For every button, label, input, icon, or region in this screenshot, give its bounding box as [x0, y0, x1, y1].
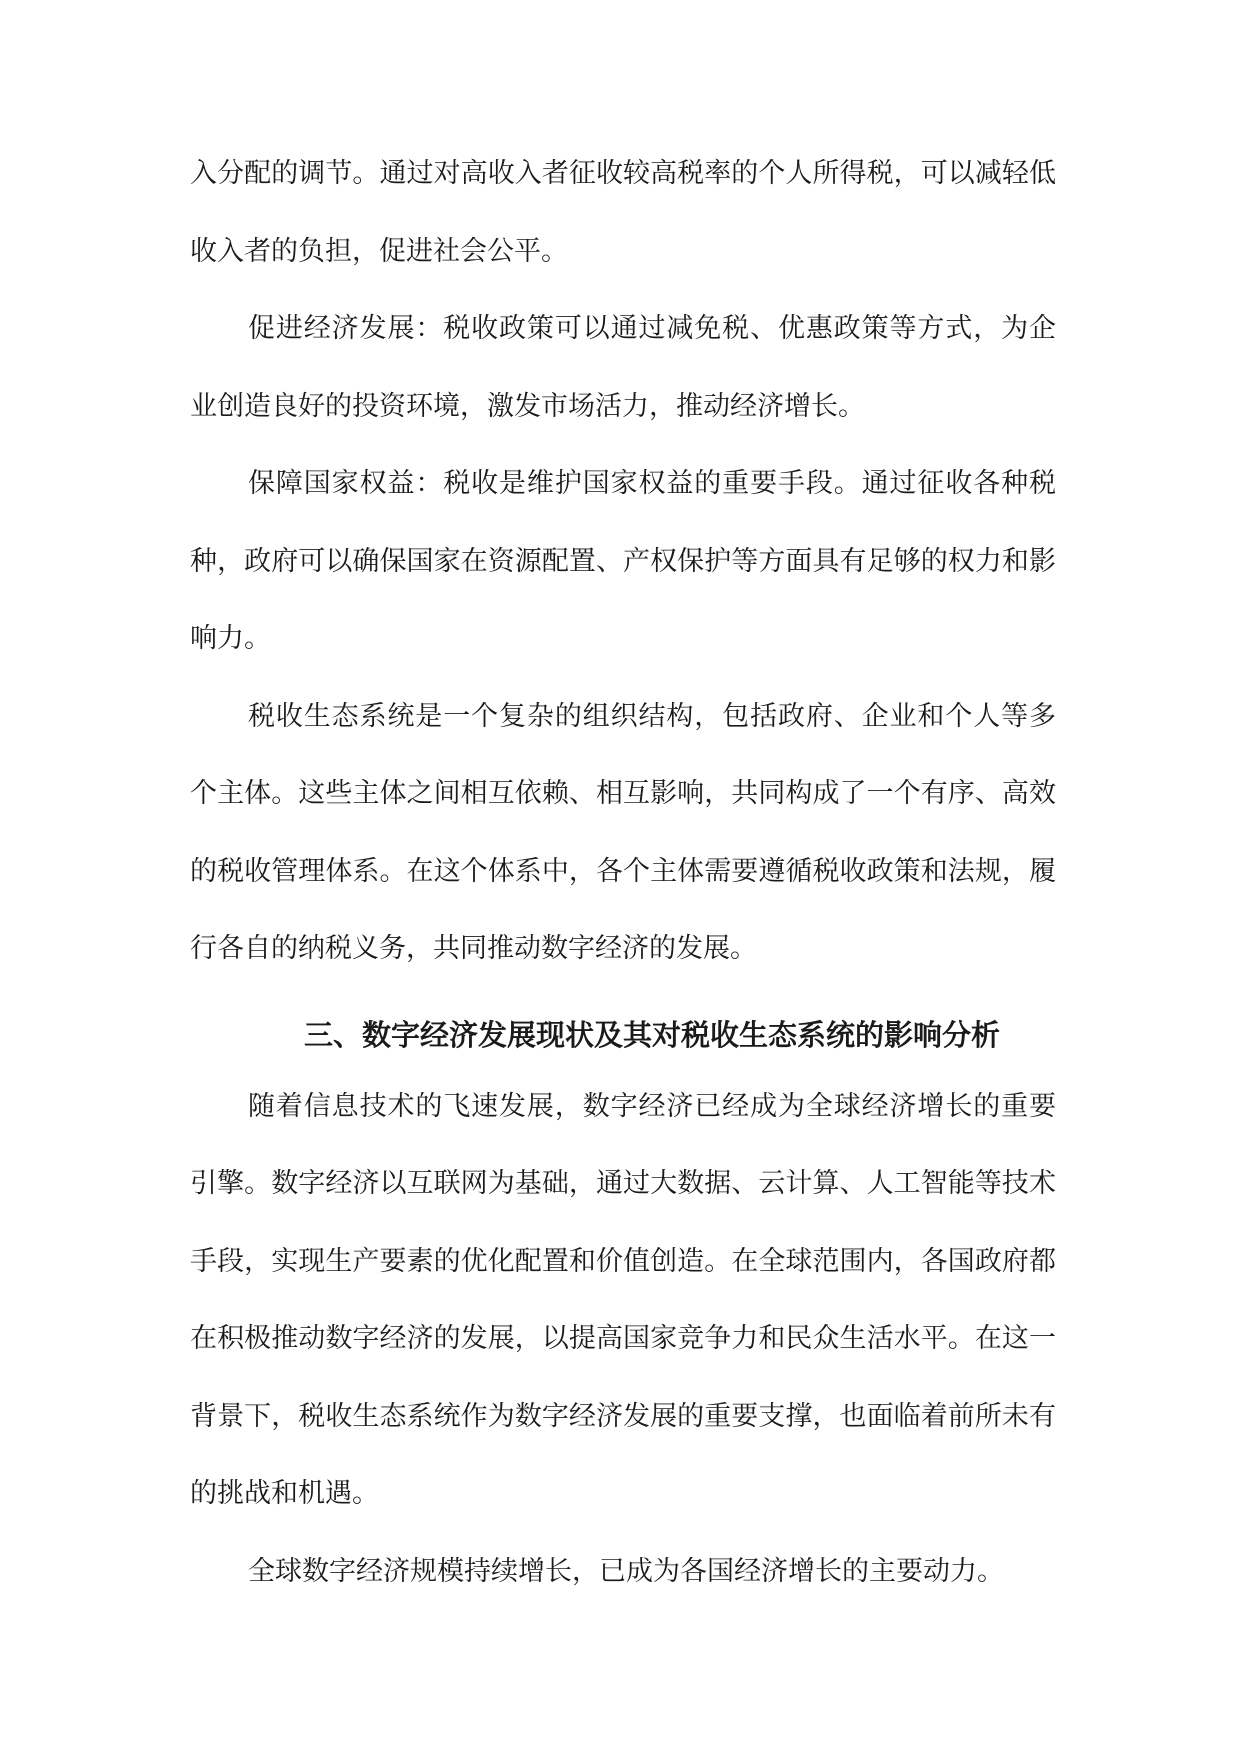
- paragraph-digital-economy-background: 随着信息技术的飞速发展，数字经济已经成为全球经济增长的重要引擎。数字经济以互联网为基础，通过大数据、云计算、人工智能等技术手段，实现生产要素的优化配置和价值创造。在全球范围内，各国政府都在积极推动数字经济的发展，以提高国家竞争力和民众生活水平。在这一背景下，税收生态系统作为数字经济发展的重要支撑，也面临着前所未有的挑战和机遇。: [190, 1090, 1056, 1509]
- paragraph-tax-ecosystem: 税收生态系统是一个复杂的组织结构，包括政府、企业和个人等多个主体。这些主体之间相互依赖、相互影响，共同构成了一个有序、高效的税收管理体系。在这个体系中，各个主体需要遵循税收政策和法规，履行各自的纳税义务，共同推动数字经济的发展。: [190, 700, 1056, 964]
- document-body: [190, 135, 1056, 1610]
- paragraph-economic-development: 促进经济发展：税收政策可以通过减免税、优惠政策等方式，为企业创造良好的投资环境，激发市场活力，推动经济增长。: [190, 313, 1056, 422]
- paragraph-national-interests: 保障国家权益：税收是维护国家权益的重要手段。通过征收各种税种，政府可以确保国家在资源配置、产权保护等方面具有足够的权力和影响力。: [190, 468, 1056, 654]
- paragraph-global-digital-growth: 全球数字经济规模持续增长，已成为各国经济增长的主要动力。: [248, 1555, 1004, 1587]
- section-heading: 三、数字经济发展现状及其对税收生态系统的影响分析: [303, 1017, 1000, 1052]
- paragraph-income-distribution: 入分配的调节。通过对高收入者征收较高税率的个人所得税，可以减轻低收入者的负担，促进社会公平。: [190, 158, 1056, 267]
